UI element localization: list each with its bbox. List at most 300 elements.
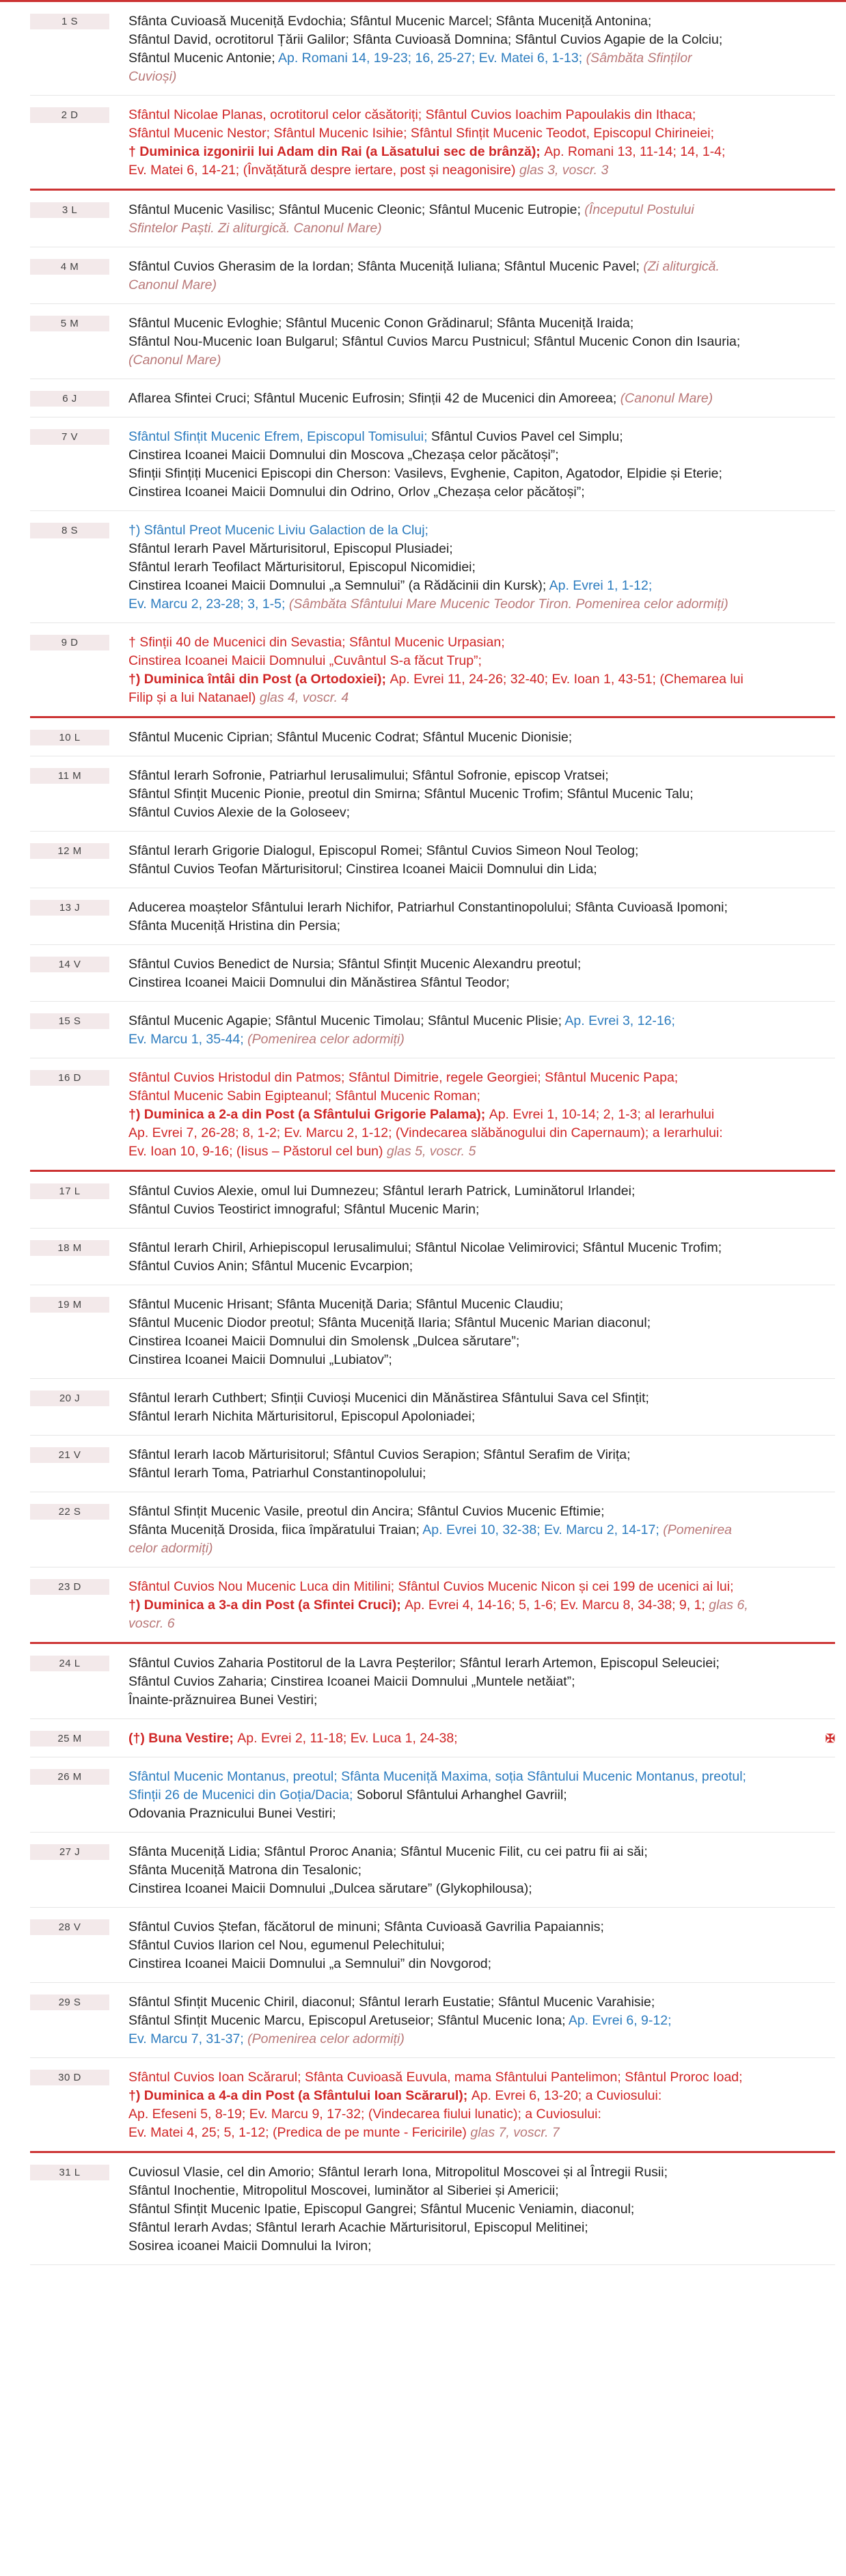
day-entry-text	[128, 1182, 835, 1219]
sunday-title: †) Duminica a 3-a din Post (a Sfintei Cruci);	[128, 1598, 405, 1613]
day-entry-text	[128, 1654, 835, 1710]
saint-text: Sfântul Sfințit Mucenic Ipatie, Episcopul Gangrei; Sfântul Mucenic Veniamin, diaconul;	[128, 2202, 635, 2217]
calendar-day-row	[30, 379, 835, 417]
liturgical-note: (Începutul Postului	[584, 202, 694, 217]
sunday-title: (†) Buna Vestire;	[128, 1731, 238, 1746]
entry-line	[128, 633, 835, 652]
saint-text: Sfânta Muceniță Matrona din Tesalonic;	[128, 1863, 362, 1878]
liturgical-note: (Sâmbăta Sfinților	[586, 51, 692, 66]
saint-text: Odovania Praznicului Bunei Vestiri;	[128, 1806, 336, 1821]
liturgical-note: Cuvioși)	[128, 69, 177, 84]
entry-line	[128, 2163, 835, 2182]
entry-line	[128, 219, 835, 238]
calendar-day-row	[30, 1285, 835, 1379]
feast-text: Cinstirea Icoanei Maicii Domnului „Cuvântul S-a făcut Trup”;	[128, 653, 482, 668]
saint-text: Sfântul Cuvios Ilarion cel Nou, egumenul Pelechitului;	[128, 1938, 445, 1953]
entry-line	[128, 1768, 835, 1786]
liturgical-note: Sfintelor Paști. Zi aliturgică. Canonul Mare)	[128, 221, 382, 236]
saint-text: Sfântul Mucenic Vasilisc; Sfântul Mucenic Cleonic; Sfântul Mucenic Eutropie;	[128, 202, 585, 217]
entry-line	[128, 161, 835, 180]
entry-line	[128, 1578, 835, 1596]
entry-line	[128, 689, 835, 707]
entry-line	[128, 351, 835, 370]
saint-text: Cuviosul Vlasie, cel din Amorio; Sfântul Ierarh Iona, Mitropolitul Moscovei și al Întregii Rusii;	[128, 2165, 668, 2180]
feast-text: Ev. Luca 1, 24-38;	[350, 1731, 458, 1746]
feast-text: Ev. Marcu 2, 1-12;	[284, 1125, 396, 1140]
saint-text: Sfântul Ierarh Nichita Mărturisitorul, Episcopul Apoloniadei;	[128, 1409, 476, 1424]
entry-line	[128, 1069, 835, 1087]
feast-text: Ev. Marcu 8, 34-38; 9, 1;	[560, 1598, 709, 1613]
day-entry-text	[128, 1296, 835, 1369]
saint-text: Sfântul Cuvios Alexie de la Goloseev;	[128, 805, 351, 820]
entry-line	[128, 558, 835, 577]
day-entry-text	[128, 767, 835, 822]
calendar-day-row	[30, 1172, 835, 1229]
entry-line	[128, 2105, 835, 2124]
calendar-day-row	[30, 304, 835, 379]
saint-text: Aflarea Sfintei Cruci; Sfântul Mucenic Eufrosin; Sfinții 42 de Mucenici din Amoreea;	[128, 391, 620, 406]
scripture-reading[interactable]: Ev. Marcu 7, 31-37;	[128, 2031, 248, 2046]
entry-line	[128, 1615, 835, 1633]
entry-line	[128, 804, 835, 822]
saint-text: Sfântul Cuvios Pavel cel Simplu;	[431, 429, 623, 444]
calendar-day-row	[30, 2153, 835, 2265]
sunday-title: †) Duminica întâi din Post (a Ortodoxiei);	[128, 672, 390, 687]
sunday-title: †) Duminica a 4-a din Post (a Sfântului Ioan Scărarul);	[128, 2088, 472, 2103]
entry-line	[128, 1142, 835, 1161]
entry-line	[128, 483, 835, 502]
entry-line	[128, 974, 835, 992]
liturgical-note: glas 3, voscr. 3	[519, 163, 609, 178]
date-badge: 4 M	[30, 259, 109, 275]
entry-line	[128, 2219, 835, 2237]
day-entry-text	[128, 389, 835, 408]
entry-line	[128, 1786, 835, 1805]
date-badge: 9 D	[30, 635, 109, 650]
entry-line	[128, 785, 835, 804]
liturgical-note: (Canonul Mare)	[620, 391, 713, 406]
liturgical-note: (Zi aliturgică.	[643, 259, 720, 274]
liturgical-note: (Canonul Mare)	[128, 353, 221, 368]
entry-line	[128, 124, 835, 143]
date-badge: 18 M	[30, 1240, 109, 1256]
saint-text: Cinstirea Icoanei Maicii Domnului „Lubiatov”;	[128, 1352, 392, 1367]
saint-text: Sfântul Cuvios Anin; Sfântul Mucenic Evcarpion;	[128, 1259, 413, 1274]
day-entry-text	[128, 1578, 835, 1633]
day-entry-text	[128, 1069, 835, 1161]
entry-line	[128, 767, 835, 785]
feast-text: Ev. Matei 6, 14-21;	[128, 163, 243, 178]
date-badge: 3 L	[30, 202, 109, 218]
feast-text: Filip și a lui Natanael)	[128, 690, 260, 705]
entry-line	[128, 1993, 835, 2012]
date-badge: 13 J	[30, 900, 109, 916]
saint-text: Soborul Sfântului Arhanghel Gavriil;	[356, 1787, 567, 1803]
scripture-reading[interactable]: Ap. Evrei 10, 32-38;	[422, 1522, 545, 1537]
day-entry-text	[128, 1729, 835, 1748]
calendar-day-row	[30, 1644, 835, 1719]
feast-text: al Ierarhului	[644, 1107, 715, 1122]
entry-line	[128, 2030, 835, 2049]
entry-line	[128, 49, 835, 68]
saint-text: Sosirea icoanei Maicii Domnului la Iviron;	[128, 2238, 372, 2253]
date-badge: 24 L	[30, 1656, 109, 1671]
calendar-day-row	[30, 191, 835, 247]
liturgical-note: (Pomenirea celor adormiți)	[247, 1032, 405, 1047]
entry-line	[128, 521, 835, 540]
date-badge: 12 M	[30, 843, 109, 859]
entry-line	[128, 1257, 835, 1276]
date-badge: 21 V	[30, 1447, 109, 1463]
entry-line	[128, 728, 835, 747]
entry-line	[128, 276, 835, 294]
feast-cross-icon: ✠	[825, 1732, 835, 1745]
saint-text: Sfânta Muceniță Lidia; Sfântul Proroc Anania; Sfântul Mucenic Filit, cu cei patru fii ai săi;	[128, 1844, 648, 1859]
entry-line	[128, 1521, 835, 1539]
saint-text: Sfinții Sfințiți Mucenici Episcopi din Cherson: Vasilevs, Evghenie, Capiton, Agatodor, Elpidie și Eterie;	[128, 466, 722, 481]
day-entry-text	[128, 728, 835, 747]
entry-line	[128, 1182, 835, 1201]
feast-text: Ap. Evrei 7, 26-28; 8, 1-2;	[128, 1125, 284, 1140]
date-badge: 20 J	[30, 1390, 109, 1406]
entry-line	[128, 670, 835, 689]
saint-text: Sfântul Cuvios Alexie, omul lui Dumnezeu; Sfântul Ierarh Patrick, Luminătorul Irlandei;	[128, 1183, 636, 1198]
date-badge: 2 D	[30, 107, 109, 123]
entry-line	[128, 1955, 835, 1973]
day-entry-text	[128, 1446, 835, 1483]
entry-line	[128, 1843, 835, 1861]
feast-text: Ap. Evrei 1, 10-14; 2, 1-3;	[489, 1107, 645, 1122]
entry-line	[128, 2237, 835, 2256]
saint-text: Înainte-prăznuirea Bunei Vestiri;	[128, 1693, 318, 1708]
entry-line	[128, 1464, 835, 1483]
feast-text: (Vindecarea fiului lunatic); a Cuviosului:	[368, 2107, 601, 2122]
scripture-reading[interactable]: Ap. Romani 14, 19-23; 16, 25-27;	[277, 51, 479, 66]
date-badge: 27 J	[30, 1844, 109, 1860]
date-badge: 16 D	[30, 1070, 109, 1086]
day-entry-text	[128, 2163, 835, 2256]
day-entry-text	[128, 955, 835, 992]
saint-text: Sfânta Cuvioasă Muceniță Evdochia; Sfântul Mucenic Marcel; Sfânta Muceniță Antonina;	[128, 14, 652, 29]
calendar-day-row	[30, 1002, 835, 1058]
entry-line	[128, 1201, 835, 1219]
date-badge: 22 S	[30, 1504, 109, 1520]
saint-text: Cinstirea Icoanei Maicii Domnului din Smolensk „Dulcea sărutare”;	[128, 1334, 520, 1349]
feast-text: Ev. Ioan 10, 9-16;	[128, 1144, 236, 1159]
feast-text: Ap. Evrei 6, 13-20;	[471, 2088, 586, 2103]
entry-line	[128, 1012, 835, 1030]
entry-line	[128, 1596, 835, 1615]
day-entry-text	[128, 314, 835, 370]
romanian-saint-text: Sfântul Mucenic Montanus, preotul; Sfânta Muceniță Maxima, soția Sfântului Mucenic Montanus, preotul;	[128, 1769, 746, 1784]
entry-line	[128, 314, 835, 333]
day-entry-text	[128, 258, 835, 294]
saint-text: Cinstirea Icoanei Maicii Domnului din Moscova „Chezașa celor păcătoși”;	[128, 448, 559, 463]
saint-text: Sfântul Ierarh Avdas; Sfântul Ierarh Acachie Mărturisitorul, Episcopul Melitinei;	[128, 2220, 588, 2235]
saint-text: Sfântul David, ocrotitorul Țării Galilor; Sfânta Cuvioasă Domnina; Sfântul Cuvios Agapie de la Colciu;	[128, 32, 723, 47]
entry-line	[128, 860, 835, 879]
saint-text: Cinstirea Icoanei Maicii Domnului din Odrino, Orlov „Chezașa celor păcătoși”;	[128, 484, 585, 499]
calendar-day-row	[30, 1058, 835, 1172]
entry-line	[128, 1918, 835, 1936]
date-badge: 10 L	[30, 730, 109, 745]
day-entry-text	[128, 521, 835, 614]
date-badge: 7 V	[30, 429, 109, 445]
saint-text: Sfântul Mucenic Antonie;	[128, 51, 278, 66]
saint-text: Sfântul Cuvios Gherasim de la Iordan; Sfânta Muceniță Iuliana; Sfântul Mucenic Pavel;	[128, 259, 644, 274]
romanian-saint-text: †) Sfântul Preot Mucenic Liviu Galaction de la Cluj;	[128, 523, 428, 538]
liturgical-note: glas 5, voscr. 5	[386, 1144, 476, 1159]
entry-line	[128, 389, 835, 408]
entry-line	[128, 595, 835, 614]
saint-text: Sfântul Mucenic Diodor preotul; Sfânta Muceniță Ilaria; Sfântul Mucenic Marian diaconul;	[128, 1315, 651, 1330]
entry-line	[128, 2200, 835, 2219]
calendar-day-row	[30, 888, 835, 945]
saint-text: Sfântul Cuvios Zaharia Postitorul de la Lavra Peșterilor; Sfântul Ierarh Artemon, Episcopul Seleuciei;	[128, 1656, 720, 1671]
calendar-day-row	[30, 247, 835, 304]
entry-line	[128, 1389, 835, 1408]
saint-text: Sfântul Cuvios Zaharia; Cinstirea Icoanei Maicii Domnului „Muntele netăiat”;	[128, 1674, 575, 1689]
day-entry-text	[128, 842, 835, 879]
entry-line	[128, 465, 835, 483]
saint-text: Sfântul Ierarh Grigorie Dialogul, Episcopul Romei; Sfântul Cuvios Simeon Noul Teolog;	[128, 843, 639, 858]
day-entry-text	[128, 1843, 835, 1898]
saint-text: Sfântul Mucenic Hrisant; Sfânta Muceniță Daria; Sfântul Mucenic Claudiu;	[128, 1297, 564, 1312]
feast-text: Sfântul Cuvios Nou Mucenic Luca din Mitilini; Sfântul Cuvios Mucenic Nicon și cei 199 de ucenici ai lui;	[128, 1579, 734, 1594]
entry-line	[128, 2124, 835, 2142]
calendar-day-row	[30, 417, 835, 511]
entry-line	[128, 540, 835, 558]
feast-text: Ap. Evrei 11, 24-26; 32-40;	[390, 672, 552, 687]
saint-text: Sfântul Ierarh Sofronie, Patriarhul Ierusalimului; Sfântul Sofronie, episcop Vratsei;	[128, 768, 609, 783]
saint-text: Sfânta Muceniță Hristina din Persia;	[128, 918, 340, 933]
sunday-title: †) Duminica a 2-a din Post (a Sfântului Grigorie Palama);	[128, 1107, 489, 1122]
date-badge: 31 L	[30, 2165, 109, 2180]
scripture-reading[interactable]: Ev. Marcu 2, 23-28; 3, 1-5;	[128, 597, 289, 612]
saint-text: Sfântul Sfințit Mucenic Vasile, preotul din Ancira; Sfântul Cuvios Mucenic Eftimie;	[128, 1504, 605, 1519]
date-badge: 26 M	[30, 1769, 109, 1785]
entry-line	[128, 1654, 835, 1673]
entry-line	[128, 1691, 835, 1710]
calendar-day-row	[30, 1492, 835, 1567]
feast-text: Sfântul Mucenic Sabin Egipteanul; Sfântul Mucenic Roman;	[128, 1088, 480, 1104]
entry-line	[128, 1296, 835, 1314]
date-badge: 6 J	[30, 391, 109, 407]
entry-line	[128, 1314, 835, 1332]
day-entry-text	[128, 428, 835, 502]
entry-line	[128, 12, 835, 31]
calendar-day-row	[30, 1719, 835, 1757]
saint-text: Sfântul Ierarh Iacob Mărturisitorul; Sfântul Cuvios Serapion; Sfântul Serafim de Virița;	[128, 1447, 631, 1462]
saint-text: Sfântul Mucenic Agapie; Sfântul Mucenic Timolau; Sfântul Mucenic Plisie;	[128, 1013, 565, 1028]
calendar-day-row	[30, 1983, 835, 2058]
entry-line	[128, 106, 835, 124]
date-badge: 14 V	[30, 957, 109, 972]
saint-text: Sfântul Ierarh Cuthbert; Sfinții Cuvioși Mucenici din Mănăstirea Sfântului Sava cel Sfințit;	[128, 1390, 649, 1406]
entry-line	[128, 1936, 835, 1955]
saint-text: Sfântul Nou-Mucenic Ioan Bulgarul; Sfântul Cuvios Marcu Pustnicul; Sfântul Mucenic Conon din Isauria;	[128, 334, 741, 349]
entry-line	[128, 1805, 835, 1823]
date-badge: 1 S	[30, 14, 109, 29]
entry-line	[128, 333, 835, 351]
liturgical-note: (Pomenirea	[663, 1522, 733, 1537]
liturgical-note: Canonul Mare)	[128, 277, 217, 292]
saint-text: Sfântul Ierarh Toma, Patriarhul Constantinopolului;	[128, 1466, 426, 1481]
calendar-day-row	[30, 623, 835, 718]
feast-text: a Cuviosului:	[585, 2088, 662, 2103]
calendar-day-row	[30, 2058, 835, 2153]
day-entry-text	[128, 1012, 835, 1049]
entry-line	[128, 842, 835, 860]
entry-line	[128, 1446, 835, 1464]
date-badge: 5 M	[30, 316, 109, 331]
feast-text: Sfântul Cuvios Hristodul din Patmos; Sfântul Dimitrie, regele Georgiei; Sfântul Mucenic Papa;	[128, 1070, 679, 1085]
day-entry-text	[128, 12, 835, 86]
feast-text: Ev. Matei 4, 25; 5, 1-12;	[128, 2125, 273, 2140]
entry-line	[128, 2068, 835, 2087]
entry-line	[128, 201, 835, 219]
calendar-day-row	[30, 1229, 835, 1285]
calendar-day-row	[30, 1833, 835, 1908]
feast-text: (Predica de pe munte - Fericirile)	[273, 2125, 471, 2140]
day-entry-text	[128, 899, 835, 935]
saint-text: Sfântul Mucenic Evloghie; Sfântul Mucenic Conon Grădinarul; Sfânta Muceniță Iraida;	[128, 316, 634, 331]
date-badge: 23 D	[30, 1579, 109, 1595]
liturgical-note: (Pomenirea celor adormiți)	[247, 2031, 405, 2046]
day-entry-text	[128, 1389, 835, 1426]
day-entry-text	[128, 1503, 835, 1558]
entry-line	[128, 1087, 835, 1106]
saint-text: Aducerea moaștelor Sfântului Ierarh Nichifor, Patriarhul Constantinopolului; Sfânta Cuvioasă Ipomoni;	[128, 900, 728, 915]
entry-line	[128, 2087, 835, 2105]
day-entry-text	[128, 201, 835, 238]
saint-text: Cinstirea Icoanei Maicii Domnului „a Semnului” (a Rădăcinii din Kursk);	[128, 578, 549, 593]
date-badge: 15 S	[30, 1013, 109, 1029]
feast-text: (Învățătură despre iertare, post și neagonisire)	[243, 163, 519, 178]
calendar-day-row	[30, 945, 835, 1002]
entry-line	[128, 31, 835, 49]
scripture-reading[interactable]: Ap. Evrei 1, 1-12;	[549, 578, 653, 593]
saint-text: Sfântul Ierarh Pavel Mărturisitorul, Episcopul Plusiadei;	[128, 541, 453, 556]
scripture-reading[interactable]: Ev. Matei 6, 1-13;	[478, 51, 586, 66]
entry-line	[128, 143, 835, 161]
saint-text: Sfântul Mucenic Ciprian; Sfântul Mucenic Codrat; Sfântul Mucenic Dionisie;	[128, 730, 573, 745]
calendar-day-row	[30, 511, 835, 623]
date-badge: 25 M	[30, 1731, 109, 1746]
scripture-reading[interactable]: Ev. Marcu 2, 14-17;	[544, 1522, 664, 1537]
sunday-title: † Duminica izgonirii lui Adam din Rai (a Lăsatului sec de brânză);	[128, 144, 545, 159]
day-entry-text	[128, 1918, 835, 1973]
day-entry-text	[128, 2068, 835, 2142]
date-badge: 19 M	[30, 1297, 109, 1313]
scripture-reading[interactable]: Ap. Evrei 6, 9-12;	[568, 2013, 672, 2028]
entry-line	[128, 446, 835, 465]
entry-line	[128, 1729, 835, 1748]
entry-line	[128, 1332, 835, 1351]
date-badge: 8 S	[30, 523, 109, 538]
liturgical-note: glas 6,	[709, 1598, 748, 1613]
feast-text: Sfântul Cuvios Ioan Scărarul; Sfânta Cuvioasă Euvula, mama Sfântului Pantelimon; Sfântul Proroc Ioad;	[128, 2070, 743, 2085]
entry-line	[128, 1861, 835, 1880]
feast-text: Ev. Ioan 1, 43-51;	[551, 672, 660, 687]
romanian-saint-text: Sfinții 26 de Mucenici din Goția/Dacia;	[128, 1787, 357, 1803]
romanian-saint-text: Sfântul Sfințit Mucenic Efrem, Episcopul Tomisului;	[128, 429, 431, 444]
entry-line	[128, 1030, 835, 1049]
entry-line	[128, 2182, 835, 2200]
saint-text: Sfântul Ierarh Teofilact Mărturisitorul, Episcopul Nicomidiei;	[128, 560, 476, 575]
entry-line	[128, 955, 835, 974]
entry-line	[128, 1503, 835, 1521]
calendar-day-row	[30, 718, 835, 756]
date-badge: 11 M	[30, 768, 109, 784]
day-entry-text	[128, 106, 835, 180]
entry-line	[128, 1408, 835, 1426]
entry-line	[128, 899, 835, 917]
feast-text: (Iisus – Păstorul cel bun)	[236, 1144, 387, 1159]
entry-line	[128, 1239, 835, 1257]
saint-text: Cinstirea Icoanei Maicii Domnului „Dulcea sărutare” (Glykophilousa);	[128, 1881, 532, 1896]
liturgical-note: glas 4, voscr. 4	[259, 690, 349, 705]
calendar-day-row	[30, 1379, 835, 1436]
date-badge: 17 L	[30, 1183, 109, 1199]
feast-text: † Sfinții 40 de Mucenici din Sevastia; Sfântul Mucenic Urpasian;	[128, 635, 505, 650]
feast-text: (Chemarea lui	[659, 672, 743, 687]
saint-text: Sfântul Cuvios Ștefan, făcătorul de minuni; Sfânta Cuvioasă Gavrilia Papaiannis;	[128, 1919, 604, 1934]
liturgical-note: voscr. 6	[128, 1616, 175, 1631]
feast-text: Sfântul Nicolae Planas, ocrotitorul celor căsătoriți; Sfântul Cuvios Ioachim Papoulakis din Ithaca;	[128, 107, 696, 122]
liturgical-note: glas 7, voscr. 7	[470, 2125, 560, 2140]
entry-line	[128, 1351, 835, 1369]
saint-text: Cinstirea Icoanei Maicii Domnului „a Semnului” din Novgorod;	[128, 1956, 492, 1971]
calendar-day-row	[30, 1436, 835, 1492]
saint-text: Sfântul Ierarh Chiril, Arhiepiscopul Ierusalimului; Sfântul Nicolae Velimirovici; Sfântul Mucenic Trofim;	[128, 1240, 722, 1255]
saint-text: Sfântul Sfințit Mucenic Chiril, diaconul; Sfântul Ierarh Eustatie; Sfântul Mucenic Varahisie;	[128, 1995, 655, 2010]
date-badge: 30 D	[30, 2070, 109, 2085]
calendar-day-row	[30, 2, 835, 96]
day-entry-text	[128, 1993, 835, 2049]
date-badge: 28 V	[30, 1919, 109, 1935]
feast-text: Ap. Evrei 2, 11-18;	[237, 1731, 351, 1746]
saint-text: Sfântul Inochentie, Mitropolitul Moscovei, luminător al Siberiei și Americii;	[128, 2183, 559, 2198]
saint-text: Sfântul Cuvios Teostirict imnograful; Sfântul Mucenic Marin;	[128, 1202, 480, 1217]
calendar-day-row	[30, 832, 835, 888]
saint-text: Sfântul Sfințit Mucenic Marcu, Episcopul Aretuseior; Sfântul Mucenic Iona;	[128, 2013, 569, 2028]
day-entry-text	[128, 633, 835, 707]
feast-text: (Vindecarea slăbănogului din Capernaum); a Ierarhului:	[395, 1125, 723, 1140]
saint-text: Sfântul Cuvios Benedict de Nursia; Sfântul Sfințit Mucenic Alexandru preotul;	[128, 957, 582, 972]
calendar-day-row	[30, 756, 835, 832]
entry-line	[128, 1106, 835, 1124]
entry-line	[128, 917, 835, 935]
entry-line	[128, 1539, 835, 1558]
calendar-day-row	[30, 1908, 835, 1983]
entry-line	[128, 652, 835, 670]
scripture-reading[interactable]: Ap. Evrei 3, 12-16;	[564, 1013, 675, 1028]
entry-line	[128, 258, 835, 276]
day-entry-text	[128, 1768, 835, 1823]
saint-text: Sfântul Sfințit Mucenic Pionie, preotul din Smirna; Sfântul Mucenic Trofim; Sfântul Mucenic Talu;	[128, 786, 694, 801]
scripture-reading[interactable]: Ev. Marcu 1, 35-44;	[128, 1032, 248, 1047]
liturgical-note: (Sâmbăta Sfântului Mare Mucenic Teodor Tiron. Pomenirea celor adormiți)	[288, 597, 728, 612]
entry-line	[128, 2012, 835, 2030]
day-entry-text	[128, 1239, 835, 1276]
date-badge: 29 S	[30, 1995, 109, 2010]
entry-line	[128, 1673, 835, 1691]
calendar-day-row	[30, 1757, 835, 1833]
calendar-day-row	[30, 96, 835, 191]
entry-line	[128, 577, 835, 595]
calendar-list	[0, 2, 846, 2272]
